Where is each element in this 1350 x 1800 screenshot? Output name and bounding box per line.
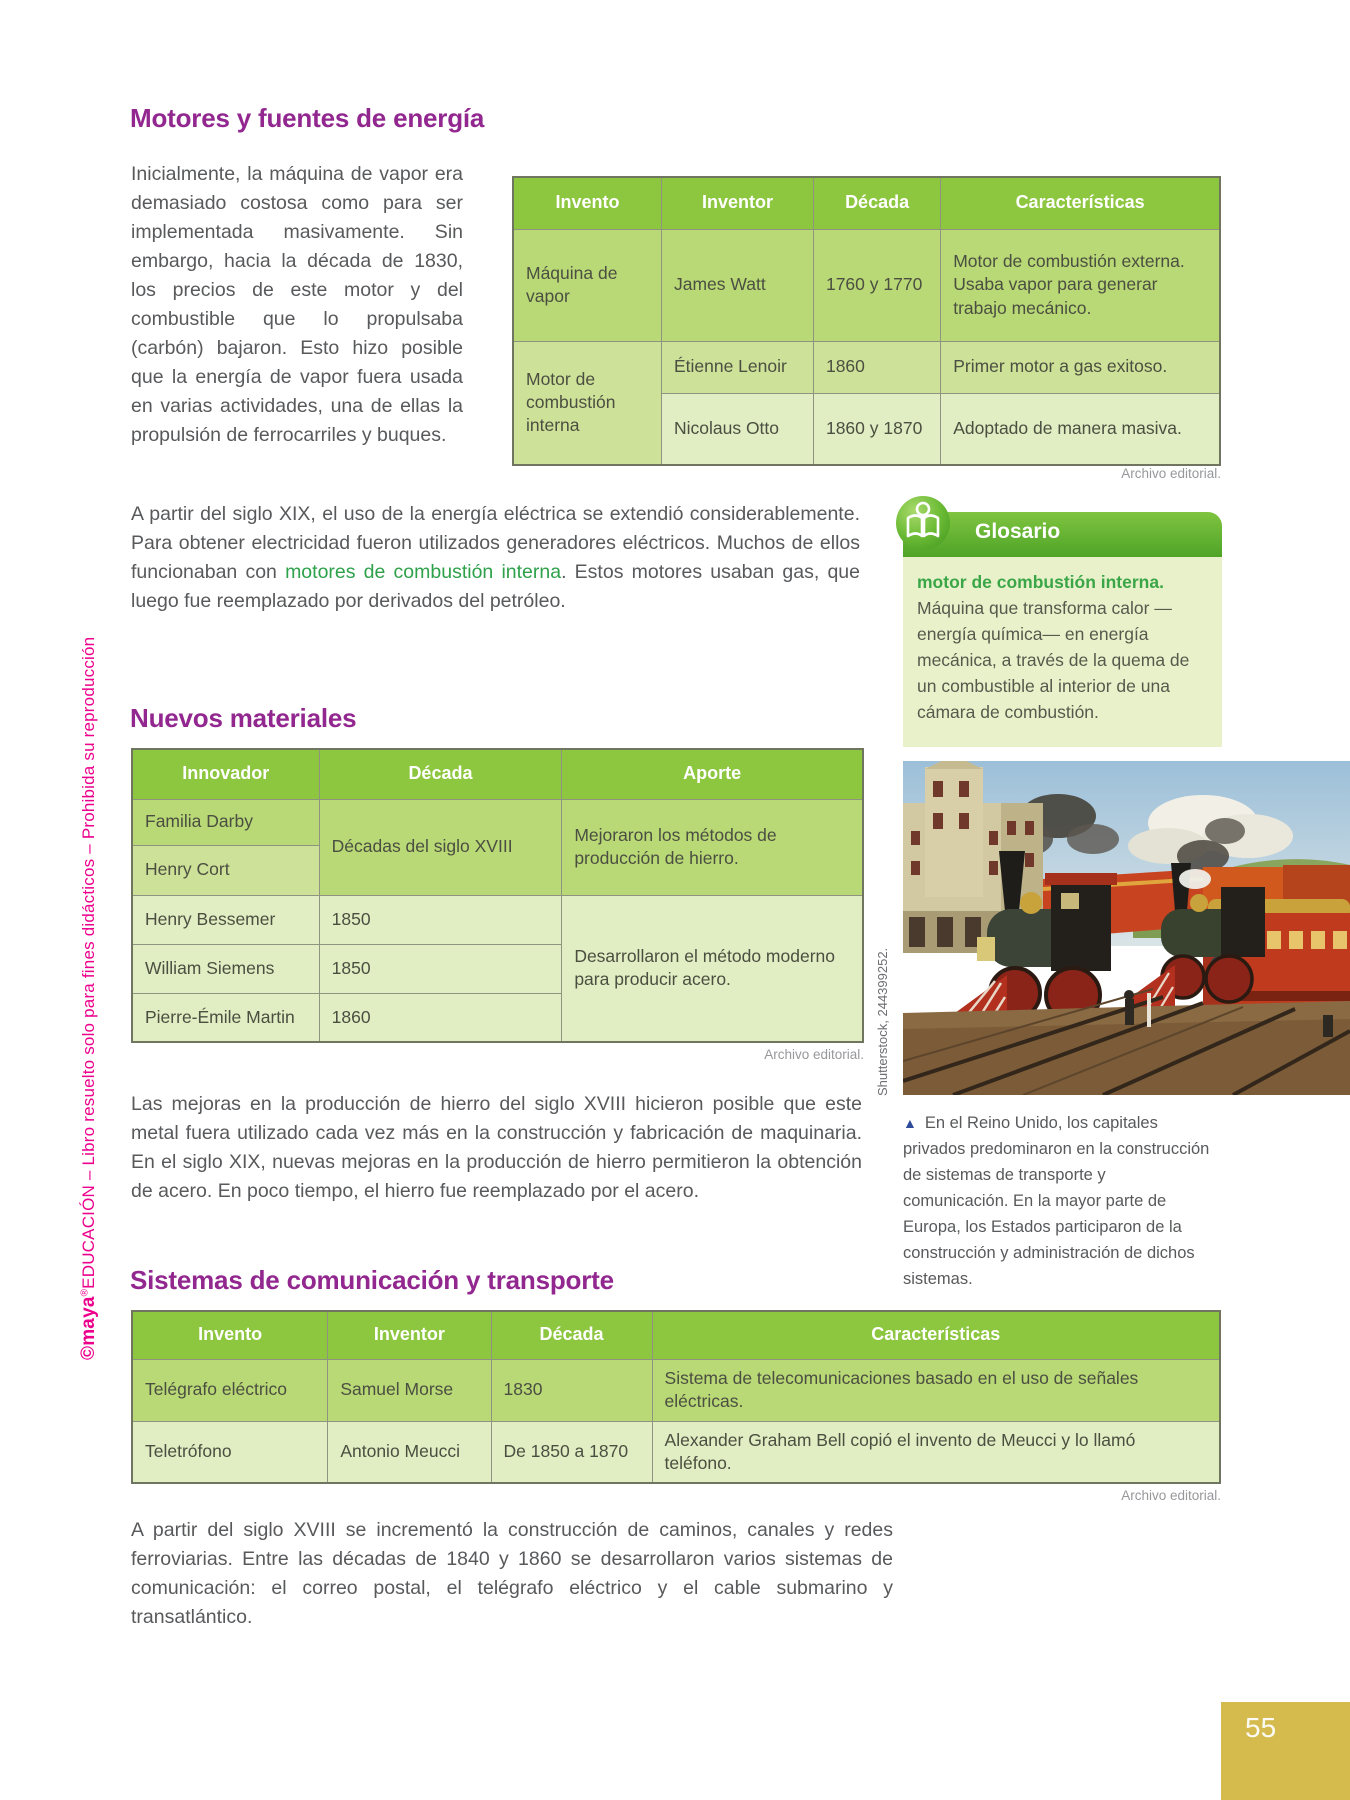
glossary-book-icon (895, 495, 951, 551)
table-cell: De 1850 a 1870 (491, 1421, 652, 1483)
table-cell: Primer motor a gas exitoso. (941, 341, 1220, 393)
iron-paragraph: Las mejoras en la producción de hierro del siglo XVIII hicieron posible que este metal fuera utilizado cada vez más en la construcción y fabricación de maquinaria. En el siglo XIX, nuevas mejoras en la producción de hierro permitieron la obtención de acero. En poco tiempo, el hierro fue reemplazado por el acero. (131, 1093, 862, 1202)
section-title-sistemas: Sistemas de comunicación y transporte (130, 1265, 614, 1295)
col-header-innovador: Innovador (132, 749, 319, 799)
section-title-materiales: Nuevos materiales (130, 703, 357, 733)
train-lithograph-image (903, 761, 1350, 1095)
up-triangle-icon: ▲ (903, 1115, 917, 1131)
table-cell: Mejoraron los métodos de producción de hierro. (562, 799, 863, 895)
table-cell: 1860 (813, 341, 940, 393)
table-cell: 1850 (319, 895, 562, 944)
roads-paragraph: A partir del siglo XVIII se incrementó la construcción de caminos, canales y redes ferroviarias. Entre las décadas de 1840 y 1860 se desarrollaron varios sistemas de comunicación: el correo postal, el telégrafo eléctrico y el cable submarino y transatlántico. (131, 1519, 893, 1628)
table-cell: 1860 y 1870 (813, 393, 940, 465)
table-inventos-motores (512, 176, 1221, 466)
table-nuevos-materiales (131, 748, 864, 1043)
table-cell: Antonio Meucci (328, 1421, 491, 1483)
glossary-body (903, 557, 1222, 747)
table-cell: Alexander Graham Bell copió el invento de Meucci y lo llamó teléfono. (652, 1421, 1220, 1483)
table-cell: Henry Cort (132, 845, 319, 895)
table-cell: Henry Bessemer (132, 895, 319, 944)
publisher-logo: ©maya (78, 1296, 99, 1360)
figure-caption: ▲ En el Reino Unido, los capitales privados predominaron en la construcción de sistemas de transporte y comunicación. En la mayor parte de Europa, los Estados participaron de la construcción y administración de dichos sistemas. (903, 1114, 1210, 1288)
col-header-aporte: Aporte (562, 749, 863, 799)
table-cell: Motor de combustión interna (513, 341, 661, 465)
table2-credit: Archivo editorial. (764, 1047, 864, 1062)
table-cell: Nicolaus Otto (661, 393, 813, 465)
col-header-invento: Invento (513, 177, 661, 229)
table-cell: Sistema de telecomunicaciones basado en el uso de señales eléctricas. (652, 1359, 1220, 1421)
table-cell: Samuel Morse (328, 1359, 491, 1421)
table-cell: Familia Darby (132, 799, 319, 845)
section-title-motores: Motores y fuentes de energía (130, 103, 485, 133)
col-header-decada: Década (813, 177, 940, 229)
glossary-link-term: motores de combustión interna (285, 561, 562, 583)
col-header-inventor: Inventor (661, 177, 813, 229)
table-cell: Teletrófono (132, 1421, 328, 1483)
table-comunicacion-transporte (131, 1310, 1221, 1484)
table1-credit: Archivo editorial. (1121, 466, 1221, 481)
col-header-caracteristicas: Características (652, 1311, 1220, 1359)
glossary-definition: Máquina que transforma calor —energía química— en energía mecánica, a través de la quema de un combustible al interior de una cámara de combustión. (917, 598, 1190, 722)
table-cell: 1830 (491, 1359, 652, 1421)
intro-paragraph: Inicialmente, la máquina de vapor era demasiado costosa como para ser implementada masivamente. Sin embargo, hacia la década de 1830, los precios de este motor y del combustible que lo propulsaba (carbón) bajaron. Esto hizo posible que la energía de vapor fuera usada en varias actividades, una de ellas la propulsión de ferrocarriles y buques. (131, 163, 463, 446)
page-number-tab (1221, 1702, 1350, 1800)
col-header-inventor: Inventor (328, 1311, 491, 1359)
electricity-paragraph: A partir del siglo XIX, el uso de la energía eléctrica se extendió considerablemente. Para obtener electricidad fueron utilizados generadores eléctricos. Muchos de ellos funcionaban con motores de combustión interna. Estos motores usaban gas, que luego fue reemplazado por derivados del petróleo. (131, 503, 860, 612)
photo-attribution: Shutterstock, 244399252. (875, 947, 890, 1096)
col-header-caracteristicas: Características (941, 177, 1220, 229)
vertical-copyright-note: ©maya®EDUCACIÓN – Libro resuelto solo para fines didácticos – Prohibida su reproducción (78, 636, 99, 1360)
table-cell: Telégrafo eléctrico (132, 1359, 328, 1421)
glossary-title: Glosario (975, 520, 1061, 543)
glossary-term: motor de combustión interna. (917, 572, 1164, 592)
table-cell: Motor de combustión externa. Usaba vapor para generar trabajo mecánico. (941, 229, 1220, 341)
table-cell: Adoptado de manera masiva. (941, 393, 1220, 465)
table-cell: James Watt (661, 229, 813, 341)
table-cell: Máquina de vapor (513, 229, 661, 341)
col-header-decada: Década (491, 1311, 652, 1359)
col-header-invento: Invento (132, 1311, 328, 1359)
col-header-decada: Década (319, 749, 562, 799)
table-cell: Pierre-Émile Martin (132, 993, 319, 1042)
table-cell: Décadas del siglo XVIII (319, 799, 562, 895)
table-cell: 1860 (319, 993, 562, 1042)
table3-credit: Archivo editorial. (1121, 1488, 1221, 1503)
table-cell: 1760 y 1770 (813, 229, 940, 341)
table-cell: 1850 (319, 944, 562, 993)
page-number: 55 (1245, 1712, 1277, 1743)
table-cell: Étienne Lenoir (661, 341, 813, 393)
table-cell: William Siemens (132, 944, 319, 993)
table-cell: Desarrollaron el método moderno para producir acero. (562, 895, 863, 1042)
